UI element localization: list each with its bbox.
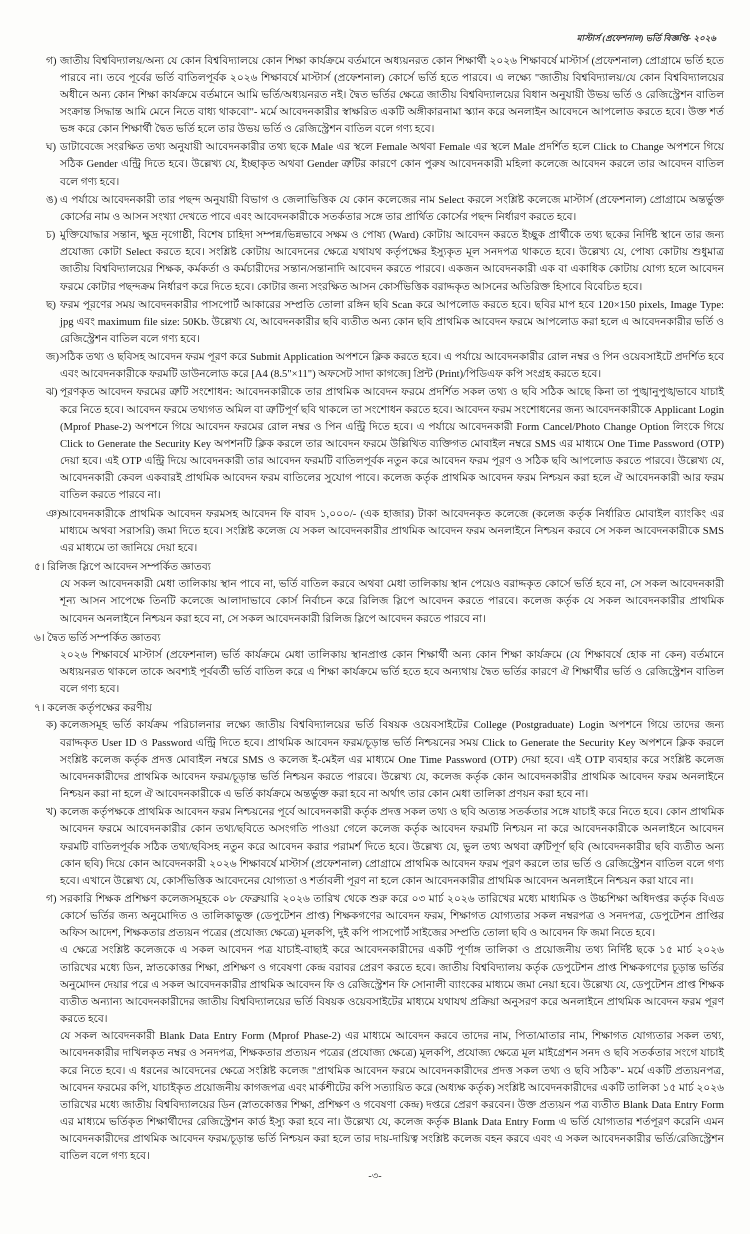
section-heading (26, 700, 724, 717)
list-item-text (60, 891, 724, 1166)
list-item-text: জাতীয় বিশ্ববিদ্যালয়/অন্য যে কোন বিশ্ববিদ্যালয়ে কোন শিক্ষা কার্যক্রমে বর্তমানে অধ্যয়নরত কোন শিক্ষার্থী ২০২৬ শিক্ষাবর্ষে মাস্টার্স (প্রফেশনাল) প্রোগ্রামে ভর্তি হতে পারবে না। তবে পূর্বের ভর্তি বাতিলপূর্বক ২০২৬ শিক্ষাবর্ষে মাস্টার্স (প্রফেশনাল) কোর্সে ভর্তি হতে পারবে। এ লক্ষ্যে "জাতীয় বিশ্ববিদ্যালয়/যে কোন বিশ্ববিদ্যালয়ের অধীনে অন্য কোন শিক্ষা কার্যক্রমে বর্তমানে আমি ভর্তি/অধ্যয়নরত নই। দ্বৈত ভর্তির ক্ষেত্রে জাতীয় বিশ্ববিদ্যালয়ের বিধান অনুযায়ী উভয় ভর্তি ও রেজিস্ট্রেশন বাতিল সংক্রান্ত সিদ্ধান্ত আমি মেনে নিতে বাধ্য থাকবো"- মর্মে আবেদনকারীর স্বাক্ষরিত একটি অঙ্গীকারনামা স্ক্যান করে অনলাইন আবেদনে আপলোড করতে হবে। উক্ত শর্ত ভঙ্গ করে কোন শিক্ষার্থী দ্বৈত ভর্তি হলে তার উভয় ভর্তি ও রেজিস্ট্রেশন বাতিল বলে গণ্য হবে। (60, 55, 724, 136)
list-item (26, 506, 724, 557)
section-6 (26, 630, 724, 699)
list-item-text: সঠিক তথ্য ও ছবিসহ আবেদন ফরম পূরণ করে Submit Application অপশনে ক্লিক করতে হবে। এ পর্যায়ে আবেদনকারীর রোল নম্বর ও পিন ওয়েবসাইটে প্রদর্শিত হবে এবং আবেদনকারীকে ফরমটি ডাউনলোড করে [A4 (8.5"×11") অফসেট সাদা কাগজে] প্রিন্ট (Print)/পিডিএফ কপি সংগ্রহ করতে হবে। (60, 352, 724, 381)
list-item (26, 227, 724, 296)
list-item-text: কলেজসমূহ ভর্তি কার্যক্রম পরিচালনার লক্ষ্যে জাতীয় বিশ্ববিদ্যালয়ের ভর্তি বিষয়ক ওয়েবসাইটের College (Postgraduate) Login অপশনে গিয়ে তাদের জন্য বরাদ্দকৃত User ID ও Password এন্ট্রি দিতে হবে। প্রাথমিক আবেদন ফরম/চূড়ান্ত ভর্তি নিশ্চয়নের সময় Click to Generate the Security Key অপশনে ক্লিক করলে সংশ্লিষ্ট কলেজ কর্তৃক প্রদত্ত মোবাইল নম্বরে SMS ও কলেজ ই-মেইল এর মাধ্যমে One Time Password (OTP) দেয়া হবে। এই OTP ব্যবহার করে সংশ্লিষ্ট কলেজ আবেদনকারীদের প্রাথমিক আবেদন ফরম/চূড়ান্ত ভর্তি নিশ্চয়ন করতে পারবে। উল্লেখ্য যে, কলেজ কর্তৃক কোন আবেদনকারীর প্রাথমিক আবেদন ফরম অনলাইনে নিশ্চয়ন করা না হলে ঐ আবেদনকারীকে এ ভর্তি কার্যক্রমে অন্তর্ভুক্ত করা হবে না অর্থাৎ তার কোন মেধা তালিকা প্রণয়ন করা হবে না। (60, 720, 724, 801)
list-item (26, 53, 724, 139)
section-number: ৫। (34, 562, 45, 574)
list-item (26, 349, 724, 383)
list-item-marker: খ) (46, 807, 57, 819)
section-heading (26, 630, 724, 647)
list-item-paragraph-3: যে সকল আবেদনকারী Blank Data Entry Form (Mprof Phase-2) এর মাধ্যমে আবেদন করবে তাদের নাম, পিতা/মাতার নাম, শিক্ষাগত যোগ্যতার সকল তথ্য, আবেদনকারীর দাখিলকৃত নম্বর ও সনদপত্র, শিক্ষকতার প্রত্যয়ন পত্রের (প্রযোজ্য ক্ষেত্রে) মূলকপি, প্রযোজ্য ক্ষেত্রে মূল মাইগ্রেশন সনদ ও ছবি সতর্কতার সংগে যাচাই করে নিতে হবে। এ ধরনের আবেদনের ক্ষেত্রে সংশ্লিষ্ট কলেজ "প্রাথমিক আবেদন ফরমে আবেদনকারীদের প্রদত্ত সকল তথ্য ও ছবি সঠিক"- মর্মে একটি প্রত্যয়নপত্র, আবেদন ফরমের কপি, যাচাইকৃত প্রয়োজনীয় কাগজপত্র এবং মার্কশীটের কপি সত্যায়িত করে (অধ্যক্ষ কর্তৃক) সংশ্লিষ্ট আবেদনকারীদের একটি তালিকা ১৫ মার্চ ২০২৬ তারিখের মধ্যে জাতীয় বিশ্ববিদ্যালয়ের ডিন (স্নাতকোত্তর শিক্ষা, প্রশিক্ষণ ও গবেষণা কেন্দ্র) দপ্তরে প্রেরণ করবেন। উক্ত প্রত্যয়ন পত্র ব্যতীত Blank Data Entry Form এর মাধ্যমে ভর্তিকৃত শিক্ষার্থীদের রেজিস্ট্রেশন কার্ড ইস্যু করা হবে না। উল্লেখ্য যে, কলেজ কর্তৃক Blank Data Entry Form এ ভর্তি যোগ্যতার শর্তপূরণ করেনি এমন আবেদনকারীদের প্রাথমিক আবেদন ফরম/চূড়ান্ত ভর্তি নিশ্চয়ন করা হলে তার দায়-দায়িত্ব সংশ্লিষ্ট কলেজ বহন করবে এবং এ সকল আবেদনকারীর ভর্তি/রেজিস্ট্রেশন বাতিল বলে গণ্য হবে। (60, 1031, 724, 1163)
list-item-marker: ঞ) (46, 508, 61, 520)
section-title: দ্বৈত ভর্তি সম্পর্কিত জ্ঞাতব্য (47, 632, 161, 644)
list-item-marker: ঙ) (46, 194, 58, 206)
list-item (26, 297, 724, 348)
list-item-text: আবেদনকারীকে প্রাথমিক আবেদন ফরমসহ আবেদন ফি বাবদ ১,০০০/- (এক হাজার) টাকা আবেদনকৃত কলেজে (কলেজ কর্তৃক নির্ধারিত মোবাইল ব্যাংকিং এর মাধ্যমে অথবা সরাসরি) জমা দিতে হবে। সংশ্লিষ্ট কলেজ যে সকল আবেদনকারীর প্রাথমিক আবেদন ফরম অনলাইনে নিশ্চয়ন করবে সে সকল আবেদনকারীকে SMS এর মাধ্যমে তা জানিয়ে দেয়া হবে। (60, 508, 724, 554)
list-item (26, 804, 724, 890)
list-item-marker: ছ) (46, 299, 56, 311)
section-number: ৭। (34, 703, 45, 715)
list-item (26, 717, 724, 803)
list-item (26, 891, 724, 1166)
list-item (26, 192, 724, 226)
list-item-marker: গ) (46, 55, 57, 67)
section-7 (26, 700, 724, 1165)
document-body (26, 53, 724, 1166)
list-item-text: পূরণকৃত আবেদন ফরমের ত্রুটি সংশোধন: আবেদনকারীকে তার প্রাথমিক আবেদন ফরমে প্রদর্শিত সকল তথ্য ও ছবি সঠিক আছে কিনা তা পুঙ্খানুপুঙ্খভাবে যাচাই করে নিতে হবে। আবেদন ফরমে তথ্যগত অমিল বা ত্রুটিপূর্ণ ছবি থাকলে তা সংশোধন করতে হবে। আবেদন ফরম সংশোধনের জন্য আবেদনকারীকে Applicant Login (Mprof Phase-2) অপশনে গিয়ে আবেদন ফরমের রোল নম্বর ও পিন এন্ট্রি দিতে হবে। এ পর্যায়ে আবেদনকারী Form Cancel/Photo Change Option লিংকে গিয়ে Click to Generate the Security Key অপশনটি ক্লিক করলে তার আবেদন ফরমে উল্লিখিত ব্যক্তিগত মোবাইল নম্বরে SMS এর মাধ্যমে One Time Password (OTP) দেয়া হবে। এই OTP এন্ট্রি দিয়ে আবেদনকারী তার আবেদন ফরমটি বাতিলপূর্বক নতুন করে আবেদন ফরম পূরণ ও সঠিক ছবি আপলোড করতে পারবে। উল্লেখ্য যে, আবেদনকারী কেবল একবারই প্রাথমিক আবেদন ফরম বাতিলের সুযোগ পাবে। কলেজ কর্তৃক প্রাথমিক আবেদন ফরম নিশ্চয়ন করা হলে ঐ আবেদনকারী আর ফরম বাতিল করতে পারবে না। (60, 387, 724, 502)
list-item-marker: ঝ) (46, 387, 58, 399)
list-item-text: এ পর্যায়ে আবেদনকারী তার পছন্দ অনুযায়ী বিভাগ ও জেলাভিত্তিক যে কোন কলেজের নাম Select করলে সংশ্লিষ্ট কলেজে মাস্টার্স (প্রফেশনাল) প্রোগ্রামে অন্তর্ভুক্ত কোর্সের নাম ও আসন সংখ্যা দেখতে পাবে এবং আবেদনকারীকে সতর্কতার সঙ্গে তার প্রার্থিত কোর্সের পছন্দ নির্ধারণ করতে হবে। (60, 194, 724, 223)
section-paragraph: যে সকল আবেদনকারী মেধা তালিকায় স্থান পাবে না, ভর্তি বাতিল করবে অথবা মেধা তালিকায় স্থান পেয়েও বরাদ্দকৃত কোর্সে ভর্তি হবে না, সে সকল আবেদনকারী শূন্য আসন সাপেক্ষে তিনটি কলেজে আলাদাভাবে কোর্স নির্বাচন করে রিলিজ স্লিপে আবেদন করতে পারবে। কলেজ কর্তৃক যে সকল আবেদনকারীর প্রাথমিক আবেদন অনলাইনে নিশ্চয়ন করা হবে না, সে সকল আবেদনকারী রিলিজ স্লিপে আবেদন করতে পারবে না। (60, 579, 724, 625)
list-item-text: ফরম পূরণের সময় আবেদনকারীর পাসপোর্ট আকারের সম্প্রতি তোলা রঙ্গিন ছবি Scan করে আপলোড করতে হবে। ছবির মাপ হবে 120×150 pixels, Image Type: jpg এবং maximum file size: 50Kb. উল্লেখ্য যে, আবেদনকারীর ছবি ব্যতীত অন্য কোন ছবি প্রাথমিক আবেদন ফরমে আপলোড করা হলে এ আবেদনকারীর ভর্তি ও রেজিস্ট্রেশন বাতিল বলে গণ্য হবে। (60, 299, 724, 345)
list-item (26, 384, 724, 504)
list-item-text: ডাটাবেজে সংরক্ষিত তথ্য অনুযায়ী আবেদনকারীর তথ্য ছকে Male এর স্থলে Female অথবা Female এর স্থলে Male প্রদর্শিত হলে Click to Change অপশনে গিয়ে সঠিক Gender এন্ট্রি দিতে হবে। উল্লেখ্য যে, ইচ্ছাকৃত অথবা Gender ত্রুটির কারণে কোন পুরুষ আবেদনকারী মহিলা কলেজে আবেদন করলে তার আবেদন বাতিল বলে গণ্য হবে। (60, 142, 724, 188)
list-item-marker: চ) (46, 230, 56, 242)
page-header-text: মাস্টার্স (প্রফেশনাল) ভর্তি বিজ্ঞপ্তি- ২০২৬ (576, 33, 716, 43)
list-item-marker: ক) (46, 720, 57, 732)
section-title: রিলিজ স্লিপে আবেদন সম্পর্কিত জ্ঞাতব্য (47, 562, 211, 574)
list-item-marker: ঘ) (46, 142, 57, 154)
list-item-text: কলেজ কর্তৃপক্ষকে প্রাথমিক আবেদন ফরম নিশ্চয়নের পূর্বে আবেদনকারী কর্তৃক প্রদত্ত সকল তথ্য ও ছবি অত্যন্ত সতর্কতার সঙ্গে যাচাই করে নিতে হবে। কোন প্রাথমিক আবেদন ফরমে আবেদনকারীর কোন তথ্য/ছবিতে অসংগতি পাওয়া গেলে কলেজ কর্তৃক আবেদন ফরমটি নিশ্চয়ন না করে আবেদনকারীকে অনলাইনে আবেদন ফরমটি বাতিলপূর্বক সঠিক তথ্য/ছবিসহ নতুন করে আবেদন করার পরামর্শ দিতে হবে। উল্লেখ্য যে, ভুল তথ্য অথবা ত্রুটিপূর্ণ ছবি (আবেদনকারীর ছবি ব্যতীত অন্য কোন ছবি) দিয়ে কোন আবেদনকারী ২০২৬ শিক্ষাবর্ষে মাস্টার্স (প্রফেশনাল) প্রোগ্রামে প্রাথমিক আবেদন ফরম পূরণ করলে তার ভর্তি ও রেজিস্ট্রেশন বাতিল বলে গণ্য হবে। এখানে উল্লেখ্য যে, কোর্সভিত্তিক আবেদনের যোগ্যতা ও শর্তাবলী পূরণ না হলে কোন আবেদনকারীর প্রাথমিক আবেদন অনলাইনে নিশ্চয়ন করা যাবে না। (60, 807, 724, 887)
list-item-paragraph-2: এ ক্ষেত্রে সংশ্লিষ্ট কলেজকে এ সকল আবেদন পত্র যাচাই-বাছাই করে আবেদনকারীদের একটি পূর্ণাঙ্গ তালিকা ও প্রয়োজনীয় তথ্য নির্দিষ্ট ছকে ১৫ মার্চ ২০২৬ তারিখের মধ্যে ডিন, স্নাতকোত্তর শিক্ষা, প্রশিক্ষণ ও গবেষণা কেন্দ্র বরাবর প্রেরণ করতে হবে। জাতীয় বিশ্ববিদ্যালয় কর্তৃক ডেপুটেশন প্রাপ্ত শিক্ষকগণের চূড়ান্ত ভর্তির অনুমোদন দেয়ার পরে এ সকল আবেদনকারীর প্রাথমিক আবেদন ফি ও রেজিস্ট্রেশন ফি সোনালী ব্যাংকের মাধ্যমে জমা নেয়া হবে। উল্লেখ্য যে, ডেপুটেশন প্রাপ্ত শিক্ষক ব্যতীত অন্যান্য আবেদনকারীদের জাতীয় বিশ্ববিদ্যালয়ের ভর্তি বিষয়ক ওয়েবসাইটের মাধ্যমে যথাযথ প্রক্রিয়া অনুসরণ করে অনলাইনে প্রাথমিক আবেদন ফরম পূরণ করতে হবে। (60, 945, 724, 1026)
page-number: -৩- (368, 1171, 382, 1182)
list-item-paragraph-1: সরকারি শিক্ষক প্রশিক্ষণ কলেজসমূহকে ০৮ ফেব্রুয়ারি ২০২৬ তারিখ থেকে শুরু করে ০৩ মার্চ ২০২৬ তারিখের মধ্যে মাধ্যমিক ও উচ্চশিক্ষা অধিদপ্তর কর্তৃক বিএড কোর্সে ভর্তির জন্য অনুমোদিত ও তালিকাভুক্ত (ডেপুটেশন প্রাপ্ত) শিক্ষকগণের আবেদন ফরম, শিক্ষাগত যোগ্যতার সকল নম্বরপত্র ও সনদপত্র, ডেপুটেশন প্রাপ্তির অফিস আদেশ, শিক্ষকতার প্রত্যয়ন পত্রের (প্রযোজ্য ক্ষেত্রে) মূলকপি, দুই কপি পাসপোর্ট সাইজের সম্প্রতি তোলা ছবি ও আবেদন ফি জমা নিতে হবে। (60, 894, 724, 940)
list-item-marker: জ) (46, 352, 60, 364)
section-title: কলেজ কর্তৃপক্ষের করণীয় (47, 703, 152, 715)
section-heading (26, 559, 724, 576)
list-item-text: মুক্তিযোদ্ধার সন্তান, ক্ষুদ্র নৃগোষ্ঠী, বিশেষ চাহিদা সম্পন্ন/ভিন্নভাবে সক্ষম ও পোষ্য (Ward) কোটায় আবেদন করতে ইচ্ছুক প্রার্থীকে তথ্য ছকের নির্দিষ্ট স্থানে তার জন্য প্রযোজ্য কোটা Select করতে হবে। সংশ্লিষ্ট কোটায় আবেদনের ক্ষেত্রে যথাযথ কর্তৃপক্ষের ইস্যুকৃত মূল সনদপত্র থাকতে হবে। উল্লেখ্য যে, পোষ্য কোটায় শুধুমাত্র জাতীয় বিশ্ববিদ্যালয়ের শিক্ষক, কর্মকর্তা ও কর্মচারীদের সন্তান/সন্তানাদি আবেদন করতে পারবে। একজন আবেদনকারী এক বা একাধিক কোটায় যোগ্য হলে আবেদন ফরমে কোটার পছন্দক্রম নির্ধারণ করে দিতে হবে। কোটার জন্য সংরক্ষিত আসন কোর্সভিত্তিক বরাদ্দকৃত আসনের অতিরিক্ত হিসাবে বিবেচিত হবে। (60, 230, 724, 293)
section-5 (26, 559, 724, 628)
list-item (26, 139, 724, 190)
list-item-marker: গ) (46, 894, 57, 905)
section-number: ৬। (34, 632, 45, 644)
section-paragraph: ২০২৬ শিক্ষাবর্ষে মাস্টার্স (প্রফেশনাল) ভর্তি কার্যক্রমে মেধা তালিকায় স্থানপ্রাপ্ত কোন শিক্ষার্থী অন্য কোন শিক্ষা কার্যক্রমে (যে শিক্ষাবর্ষে হোক না কেন) বর্তমানে অধ্যয়নরত থাকলে তাকে অবশ্যই পূর্ববর্তী ভর্তি বাতিল করে এ শিক্ষা কার্যক্রমে ভর্তি হতে হবে অন্যথায় দ্বৈত ভর্তির কারণে ঐ শিক্ষার্থীর ভর্তি ও রেজিস্ট্রেশন বাতিল বলে গণ্য হবে। (60, 649, 724, 696)
